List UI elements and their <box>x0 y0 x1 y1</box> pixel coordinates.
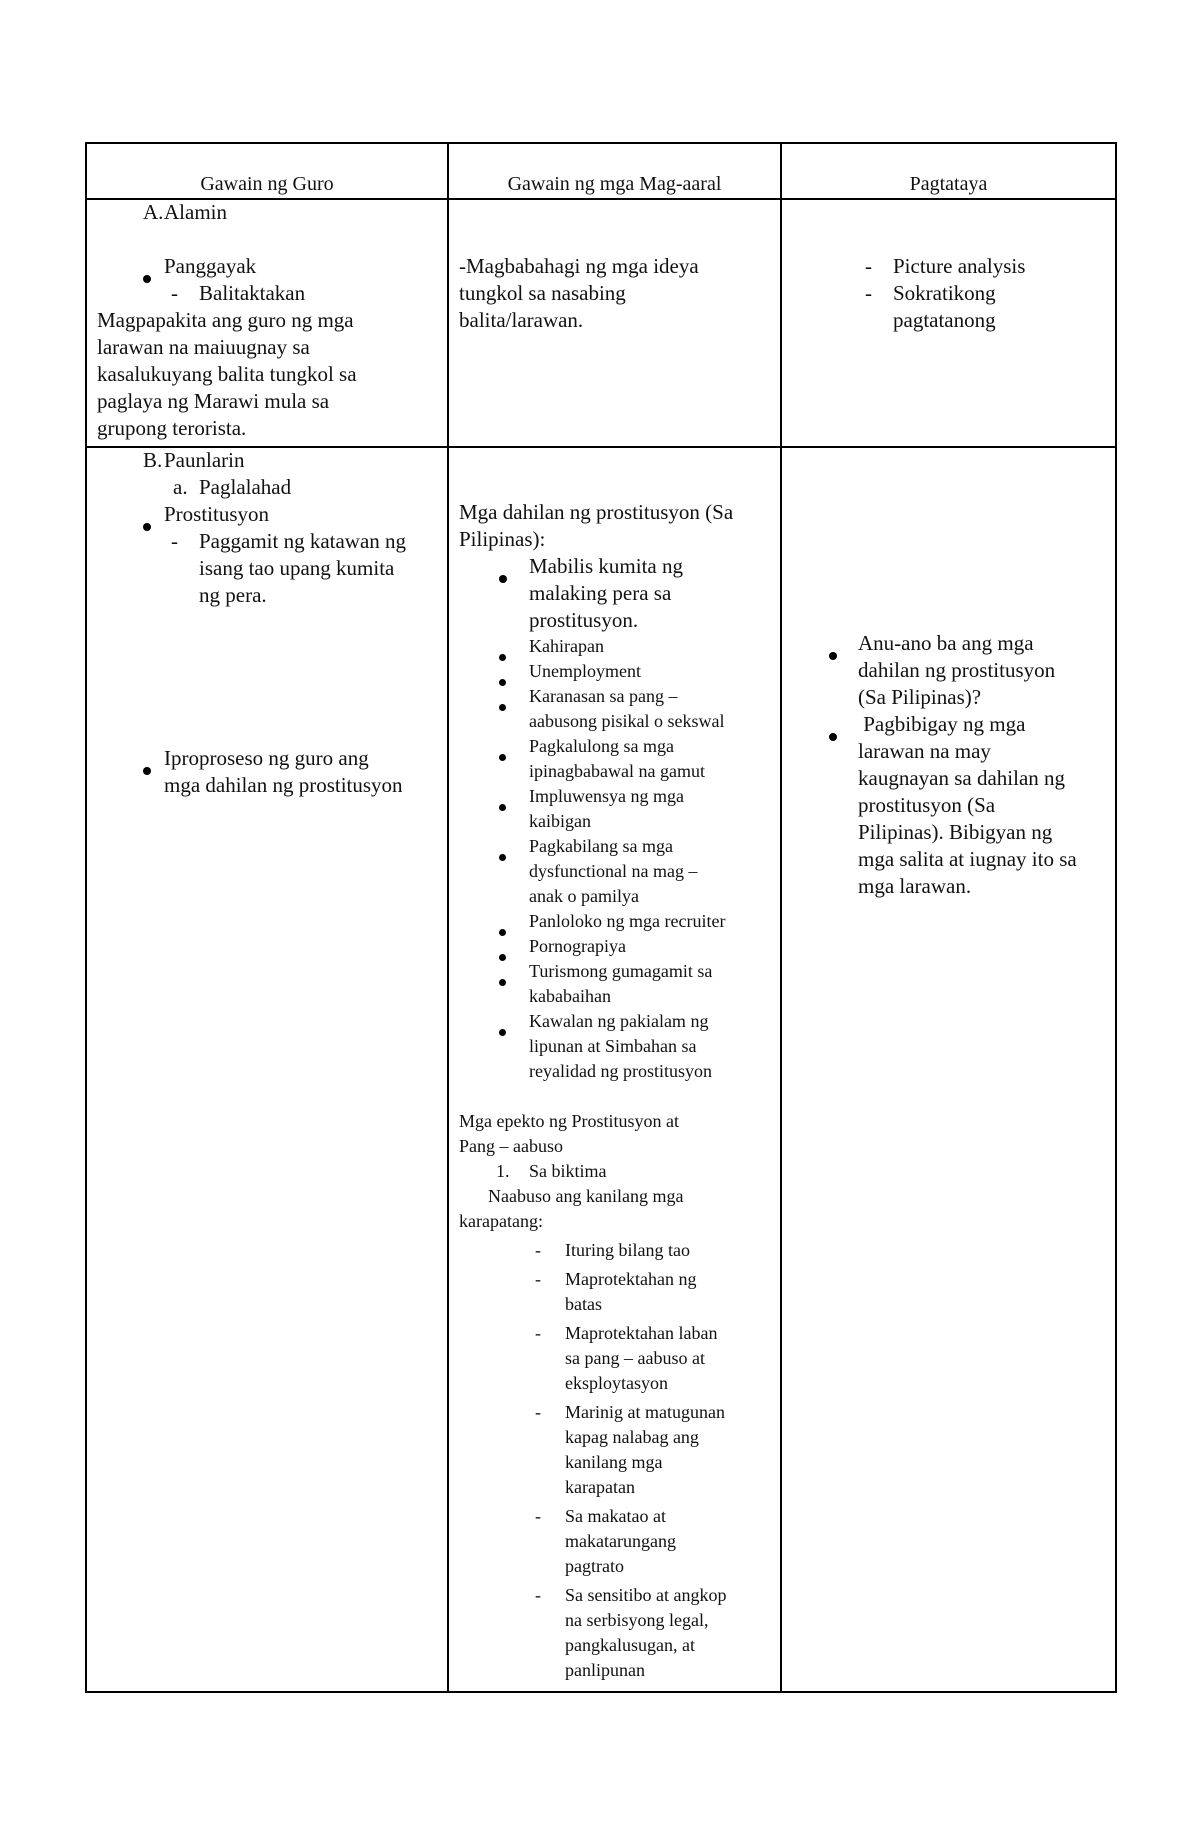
list-item <box>97 501 442 528</box>
list-item <box>459 1583 777 1683</box>
list-item <box>459 784 777 834</box>
section-letter: A. <box>143 200 164 224</box>
dash-icon: - <box>171 529 178 553</box>
rights-intro <box>459 1184 777 1234</box>
bullet-icon <box>143 755 151 782</box>
list-item-text: Paggamit ng katawan ng <box>199 529 407 553</box>
list-item <box>459 1009 777 1084</box>
list-item-text: mga dahilan ng prostitusyon <box>164 773 403 797</box>
bullet-icon <box>499 693 506 718</box>
text-line: Mga epekto ng Prostitusyon at <box>459 1111 679 1131</box>
text-line: Naabuso ang kanilang mga <box>488 1186 684 1206</box>
list-item-text: anak o pamilya <box>529 886 639 906</box>
bullet-icon <box>499 1018 506 1043</box>
dash-icon: - <box>865 254 872 278</box>
dash-icon: - <box>535 1506 541 1526</box>
list-item-text: Karanasan sa pang – <box>529 686 678 706</box>
row-b-pagtataya-cell <box>792 630 1115 900</box>
list-item-text: Anu-ano ba ang mga <box>858 631 1034 655</box>
list-item-text: Maprotektahan ng <box>565 1269 697 1289</box>
list-item-text: ng pera. <box>199 583 267 607</box>
column-divider <box>447 144 449 1691</box>
list-item-text: batas <box>565 1294 602 1314</box>
section-title: Alamin <box>164 200 227 224</box>
list-item-text: Sokratikong <box>893 281 996 305</box>
paragraph-line: Magpapakita ang guro ng mga <box>97 308 354 332</box>
list-item-text: prostitusyon (Sa <box>858 793 996 817</box>
list-item-text: kapag nalabag ang <box>565 1427 699 1447</box>
list-item <box>459 634 777 659</box>
list-item-text: Panggayak <box>164 254 257 278</box>
list-item-text: pagtrato <box>565 1556 624 1576</box>
subsection-title: Paglalahad <box>199 475 292 499</box>
list-item-text: Kawalan ng pakialam ng <box>529 1011 709 1031</box>
list-item <box>459 684 777 734</box>
bullet-icon <box>499 563 507 590</box>
lesson-plan-table <box>85 142 1117 1693</box>
list-item-text: mga salita at iugnay ito sa <box>858 847 1077 871</box>
list-item <box>459 909 777 934</box>
list-item <box>459 553 777 634</box>
list-item-text: sa pang – aabuso at <box>565 1348 705 1368</box>
section-letter: B. <box>143 448 163 472</box>
subsection-letter: a. <box>173 475 188 499</box>
dash-icon: - <box>535 1402 541 1422</box>
paragraph-line: kasalukuyang balita tungkol sa <box>97 362 357 386</box>
list-item-text: pangkalusugan, at <box>565 1635 695 1655</box>
paragraph-line: paglaya ng Marawi mula sa <box>97 389 330 413</box>
list-item-text: prostitusyon. <box>529 608 639 632</box>
text-line: karapatang: <box>459 1211 543 1231</box>
paragraph <box>97 307 442 442</box>
header-gawain-ng-mag-aaral <box>449 144 780 198</box>
row-a-pagtataya-cell <box>792 253 1110 334</box>
list-item <box>459 834 777 909</box>
list-item <box>459 1504 777 1579</box>
text-line: tungkol sa nasabing <box>459 281 626 305</box>
dash-icon: - <box>535 1323 541 1343</box>
list-item <box>459 734 777 784</box>
list-item-text: Unemployment <box>529 661 641 681</box>
column-divider <box>780 144 782 1691</box>
list-item-text: Marinig at matugunan <box>565 1402 725 1422</box>
list-item-text: panlipunan <box>565 1660 645 1680</box>
list-item <box>459 659 777 684</box>
list-item-text: Iproproseso ng guro ang <box>164 746 369 770</box>
text-line: Pilipinas): <box>459 527 546 551</box>
list-item-text: na serbisyong legal, <box>565 1610 709 1630</box>
dash-icon: - <box>865 281 872 305</box>
paragraph-line: larawan na maiuugnay sa <box>97 335 310 359</box>
text-line: balita/larawan. <box>459 308 584 332</box>
list-item-text: reyalidad ng prostitusyon <box>529 1061 712 1081</box>
section-title: Paunlarin <box>164 448 245 472</box>
list-item <box>792 711 1115 900</box>
subsection-heading <box>97 474 442 501</box>
header-label: Gawain ng mga Mag-aaral <box>507 173 722 195</box>
list-item-text: Sa makatao at <box>565 1506 666 1526</box>
list-item-text: Prostitusyon <box>164 502 270 526</box>
list-item-text: makatarungang <box>565 1531 676 1551</box>
list-item-text: malaking pera sa <box>529 581 672 605</box>
list-item <box>459 1238 777 1263</box>
list-item-text: Panloloko ng mga recruiter <box>529 911 726 931</box>
row-b-mag-aaral-cell <box>459 499 777 1683</box>
list-item <box>459 959 777 1009</box>
numbered-title: Sa biktima <box>529 1161 607 1181</box>
list-item-text: Pagkabilang sa mga <box>529 836 673 856</box>
causes-intro <box>459 499 777 553</box>
list-item-text: ipinagbabawal na gamut <box>529 761 705 781</box>
list-item-text: karapatan <box>565 1477 635 1497</box>
list-item-text: Balitaktakan <box>199 281 306 305</box>
list-item <box>792 280 1110 334</box>
list-item-text: eksploytasyon <box>565 1373 668 1393</box>
list-item-text: dysfunctional na mag – <box>529 861 698 881</box>
list-item-text: (Sa Pilipinas)? <box>858 685 982 709</box>
list-item-text: Pilipinas). Bibigyan ng <box>858 820 1053 844</box>
section-heading-alamin <box>97 199 442 226</box>
list-item-text: larawan na may <box>858 739 991 763</box>
list-item-text: isang tao upang kumita <box>199 556 395 580</box>
bullet-icon <box>499 793 506 818</box>
header-label: Gawain ng Guro <box>200 173 334 195</box>
list-item-text: mga larawan. <box>858 874 972 898</box>
list-item-text: dahilan ng prostitusyon <box>858 658 1056 682</box>
list-item-text: Maprotektahan laban <box>565 1323 718 1343</box>
row-b-guro-cell <box>97 447 442 799</box>
list-item-text: Pagbibigay ng mga <box>858 712 1026 736</box>
list-item <box>97 745 442 799</box>
dash-icon: - <box>535 1240 541 1260</box>
row-a-mag-aaral-cell <box>459 253 774 334</box>
dash-icon: - <box>535 1269 541 1289</box>
bullet-icon <box>499 743 506 768</box>
list-item-text: pagtatanong <box>893 308 996 332</box>
numbered-item <box>459 1159 777 1184</box>
list-item <box>459 1321 777 1396</box>
list-item-text: Picture analysis <box>893 254 1026 278</box>
list-item-text: kababaihan <box>529 986 611 1006</box>
list-item <box>459 1267 777 1317</box>
list-item-text: lipunan at Simbahan sa <box>529 1036 697 1056</box>
causes-list <box>459 634 777 1683</box>
list-item-text: Ituring bilang tao <box>565 1240 690 1260</box>
list-item <box>97 280 442 307</box>
header-gawain-ng-guro <box>87 144 447 198</box>
section-heading-paunlarin <box>97 447 442 474</box>
list-item-text: kanilang mga <box>565 1452 663 1472</box>
list-item-text: kaibigan <box>529 811 591 831</box>
dash-icon: - <box>535 1585 541 1605</box>
list-item-text: Impluwensya ng mga <box>529 786 684 806</box>
number-marker: 1. <box>496 1161 510 1181</box>
list-item-text: kaugnayan sa dahilan ng <box>858 766 1066 790</box>
text-line: -Magbabahagi ng mga ideya <box>459 254 699 278</box>
text-line: Pang – aabuso <box>459 1136 563 1156</box>
list-item <box>97 528 442 609</box>
bullet-icon <box>829 640 837 667</box>
row-a-guro-cell <box>97 199 442 442</box>
list-item-text: Pagkalulong sa mga <box>529 736 674 756</box>
list-item-text: Kahirapan <box>529 636 604 656</box>
text-line: Mga dahilan ng prostitusyon (Sa <box>459 500 734 524</box>
list-item <box>459 1400 777 1500</box>
list-item <box>97 253 442 280</box>
list-item-text: aabusong pisikal o sekswal <box>529 711 725 731</box>
list-item-text: Pornograpiya <box>529 936 626 956</box>
effects-intro <box>459 1109 777 1159</box>
list-item-text: Sa sensitibo at angkop <box>565 1585 727 1605</box>
header-pagtataya <box>782 144 1115 198</box>
list-item <box>792 630 1115 711</box>
header-label: Pagtataya <box>909 173 988 195</box>
bullet-icon <box>499 843 506 868</box>
list-item-text: Turismong gumagamit sa <box>529 961 713 981</box>
list-item-text: Mabilis kumita ng <box>529 554 683 578</box>
list-item <box>792 253 1110 280</box>
dash-icon: - <box>171 281 178 305</box>
list-item <box>459 934 777 959</box>
paragraph-line: grupong terorista. <box>97 416 247 440</box>
bullet-icon <box>829 721 837 748</box>
bullet-icon <box>499 968 506 993</box>
